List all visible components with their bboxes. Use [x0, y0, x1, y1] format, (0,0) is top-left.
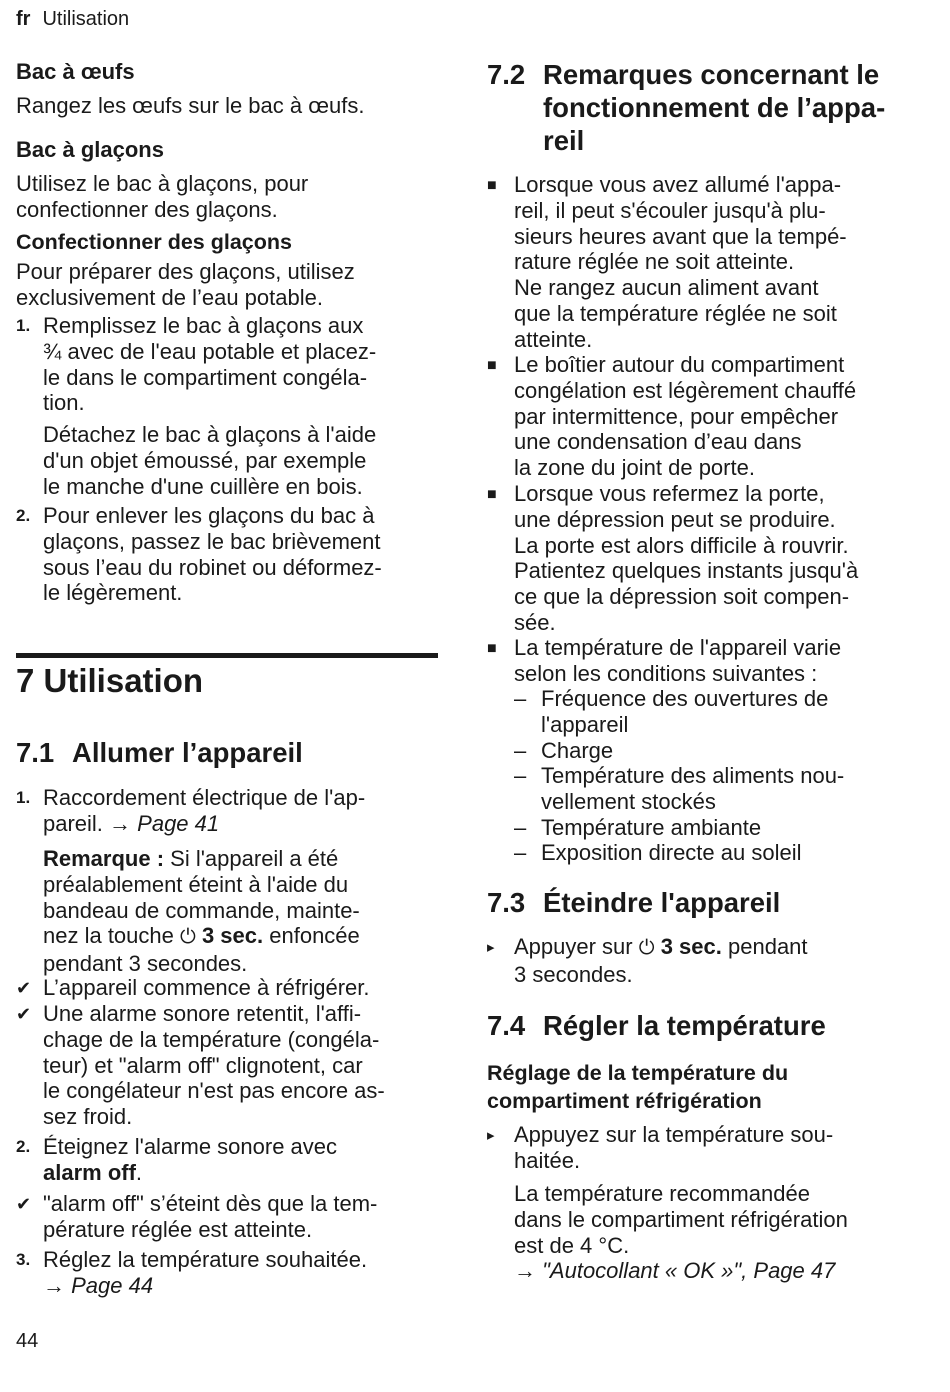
check-icon: ✔: [16, 978, 32, 998]
ice-step-2: [16, 503, 438, 606]
power-icon: ⏻: [638, 937, 655, 959]
bullet-line: La température de l'appareil varie: [514, 635, 842, 660]
result-text: L’appareil commence à réfrigérer.: [43, 975, 370, 1000]
bullet-line: sieurs heures avant que la tempé-: [514, 223, 847, 249]
remark-line: pendant 3 secondes.: [43, 951, 248, 977]
dash-line: Fréquence des ouvertures de: [541, 686, 829, 711]
power-step-1: [16, 785, 438, 837]
bullet-1: [487, 172, 922, 353]
bullet-line: la zone du joint de porte.: [514, 455, 755, 481]
section-7-4-heading: [487, 1009, 922, 1042]
key-duration: 3 sec.: [660, 934, 722, 959]
make-ice-title: Confectionner des glaçons: [16, 230, 292, 254]
result-line: le congélateur n'est pas encore as-: [43, 1078, 385, 1104]
dash-item-5: [514, 840, 922, 866]
remark-line: préalablement éteint à l'aide du: [43, 871, 349, 897]
ok-sticker-link[interactable]: → "Autocollant « OK »", Page 47: [514, 1258, 836, 1284]
section-number: 7.4: [487, 1010, 526, 1041]
alarm-off-key: alarm off: [43, 1159, 136, 1185]
step-number: 2.: [16, 1137, 31, 1156]
remark-note: [16, 846, 438, 977]
bullet-line: atteinte.: [514, 326, 593, 352]
subheading-line: compartiment réfrigération: [487, 1089, 762, 1113]
step-line: glaçons, passez le bac brièvement: [43, 528, 381, 554]
note-line: est de 4 °C.: [514, 1232, 630, 1258]
section-title: [487, 58, 922, 157]
dash-icon: –: [514, 763, 527, 788]
bullet-4: [487, 635, 922, 687]
language-code: fr: [16, 8, 31, 30]
step-line: tion.: [43, 390, 85, 416]
bullet-line: Patientez quelques instants jusqu'à: [514, 558, 859, 584]
action-line: pendant: [728, 934, 808, 959]
power-step-3: [16, 1247, 438, 1299]
step-line: le légèrement.: [43, 580, 183, 606]
make-ice-text-line: Pour préparer des glaçons, utilisez: [16, 259, 355, 284]
result-line: chage de la température (congéla-: [43, 1026, 380, 1052]
result-1: [16, 975, 438, 1001]
check-icon: ✔: [16, 1194, 32, 1214]
bullet-line: Lorsque vous refermez la porte,: [514, 481, 825, 506]
power-icon: ⏻: [180, 926, 196, 949]
egg-tray-title: Bac à œufs: [16, 59, 135, 84]
step-line: .: [135, 1159, 143, 1185]
fridge-temp-subheading: [487, 1059, 922, 1115]
dash-line: Charge: [541, 738, 614, 763]
dash-line: Température ambiante: [541, 815, 762, 840]
action-line: 3 secondes.: [514, 961, 633, 987]
dash-line: Température des aliments nou-: [541, 763, 845, 788]
dash-line: l'appareil: [541, 711, 629, 737]
remark-label: Remarque :: [43, 846, 165, 871]
dash-item-2: [514, 738, 922, 764]
title-line: fonctionnement de l’appa-: [543, 92, 886, 123]
dash-icon: –: [514, 815, 527, 840]
action-line: haitée.: [514, 1147, 581, 1173]
step-line: Remplissez le bac à glaçons aux: [43, 313, 364, 338]
ice-tray-text-line: Utilisez le bac à glaçons, pour: [16, 171, 309, 196]
step-line: pareil.: [43, 810, 103, 836]
square-bullet-icon: ■: [487, 357, 497, 374]
triangle-bullet-icon: ▸: [487, 939, 495, 956]
square-bullet-icon: ■: [487, 640, 497, 657]
switch-off-action: [487, 934, 922, 988]
bullet-line: sée.: [514, 609, 556, 635]
bullet-line: La porte est alors difficile à rouvrir.: [514, 532, 849, 558]
remark-line: bandeau de commande, mainte-: [43, 897, 360, 923]
step-number: 2.: [16, 506, 31, 525]
title-line: reil: [543, 125, 585, 156]
step-number: 1.: [16, 316, 31, 335]
result-2: [16, 1001, 438, 1130]
section-title: Éteindre l'appareil: [543, 887, 781, 918]
note-line: le manche d'une cuillère en bois.: [43, 473, 363, 499]
step-line: ¾ avec de l'eau potable et placez-: [43, 338, 377, 364]
step-line: Réglez la température souhaitée.: [43, 1247, 368, 1272]
section-7-3-heading: [487, 886, 922, 919]
bullet-3: [487, 481, 922, 636]
dash-item-1: [514, 686, 922, 738]
dash-item-4: [514, 815, 922, 841]
make-ice-text-line: exclusivement de l’eau potable.: [16, 284, 323, 310]
chapter-rule: [16, 653, 438, 658]
bullet-line: par intermittence, pour empêcher: [514, 403, 839, 429]
ice-step-1: [16, 313, 438, 416]
ice-tray-title: Bac à glaçons: [16, 137, 164, 162]
action-line: Appuyer sur: [514, 934, 633, 959]
bullet-line: Lorsque vous avez allumé l'appa-: [514, 172, 842, 197]
section-7-2-heading: [487, 58, 922, 157]
bullet-line: Ne rangez aucun aliment avant: [514, 275, 819, 301]
key-duration: 3 sec.: [201, 923, 264, 949]
bullet-line: Le boîtier autour du compartiment: [514, 352, 845, 377]
section-number: 7.1: [16, 737, 55, 768]
subheading-line: Réglage de la température du: [487, 1061, 789, 1085]
chapter-title: 7 Utilisation: [16, 662, 204, 699]
ice-step-1-note: [16, 422, 438, 499]
page-number: 44: [16, 1330, 39, 1352]
bullet-line: congélation est légèrement chauffé: [514, 377, 857, 403]
remark-line: enfoncée: [269, 923, 360, 949]
step-number: 3.: [16, 1250, 31, 1269]
bullet-line: une dépression peut se produire.: [514, 506, 836, 532]
bullet-line: une condensation d’eau dans: [514, 429, 802, 455]
note-line: La température recommandée: [514, 1181, 810, 1206]
result-line: "alarm off" s’éteint dès que la tem-: [43, 1191, 378, 1216]
check-icon: ✔: [16, 1004, 32, 1024]
step-line: le dans le compartiment congéla-: [43, 364, 368, 390]
remark-line: Si l'appareil a été: [170, 846, 339, 871]
square-bullet-icon: ■: [487, 486, 497, 503]
note-line: dans le compartiment réfrigération: [514, 1206, 848, 1232]
egg-tray-text: Rangez les œufs sur le bac à œufs.: [16, 93, 365, 118]
result-line: pérature réglée est atteinte.: [43, 1216, 313, 1242]
dash-item-3: [514, 763, 922, 815]
power-step-2: [16, 1134, 438, 1186]
bullet-2: [487, 352, 922, 481]
note-line: d'un objet émoussé, par exemple: [43, 447, 367, 473]
note-line: Détachez le bac à glaçons à l'aide: [43, 422, 377, 447]
step-line: sous l’eau du robinet ou déformez-: [43, 554, 382, 580]
remark-line: nez la touche: [43, 923, 174, 949]
bullet-line: reil, il peut s'écouler jusqu'à plu-: [514, 197, 826, 223]
title-line: Remarques concernant le: [543, 59, 880, 90]
ice-tray-text-line: confectionner des glaçons.: [16, 196, 278, 222]
set-temp-action: [487, 1122, 922, 1174]
bullet-line: ce que la dépression soit compen-: [514, 584, 850, 610]
step-line: Éteignez l'alarme sonore avec: [43, 1134, 338, 1159]
section-title: Régler la température: [543, 1010, 826, 1041]
result-line: sez froid.: [43, 1104, 133, 1130]
header-section: Utilisation: [42, 8, 130, 30]
step-line: Pour enlever les glaçons du bac à: [43, 503, 375, 528]
page-44-link[interactable]: → Page 44: [43, 1272, 154, 1298]
triangle-bullet-icon: ▸: [487, 1127, 495, 1144]
recommended-temp-note: [487, 1181, 922, 1284]
dash-line: vellement stockés: [541, 788, 716, 814]
section-number: 7.3: [487, 887, 526, 918]
result-3: [16, 1191, 438, 1243]
bullet-line: rature réglée ne soit atteinte.: [514, 249, 795, 275]
bullet-line: que la température réglée ne soit: [514, 300, 837, 326]
dash-line: Exposition directe au soleil: [541, 840, 802, 865]
section-7-1-heading: [16, 736, 438, 769]
step-number: 1.: [16, 788, 31, 807]
square-bullet-icon: ■: [487, 177, 497, 194]
running-header: [16, 8, 129, 31]
dash-icon: –: [514, 738, 527, 763]
dash-icon: –: [514, 686, 527, 711]
action-line: Appuyez sur la température sou-: [514, 1122, 834, 1147]
bullet-line: selon les conditions suivantes :: [514, 660, 818, 686]
make-ice-text: [16, 259, 438, 311]
section-number: 7.2: [487, 59, 526, 90]
step-line: Raccordement électrique de l'ap-: [43, 785, 366, 810]
section-title: Allumer l’appareil: [72, 737, 303, 768]
page-41-link[interactable]: → Page 41: [109, 810, 220, 836]
dash-icon: –: [514, 840, 527, 865]
result-line: teur) et "alarm off" clignotent, car: [43, 1052, 363, 1078]
ice-tray-text: [16, 171, 438, 223]
result-line: Une alarme sonore retentit, l'affi-: [43, 1001, 362, 1026]
